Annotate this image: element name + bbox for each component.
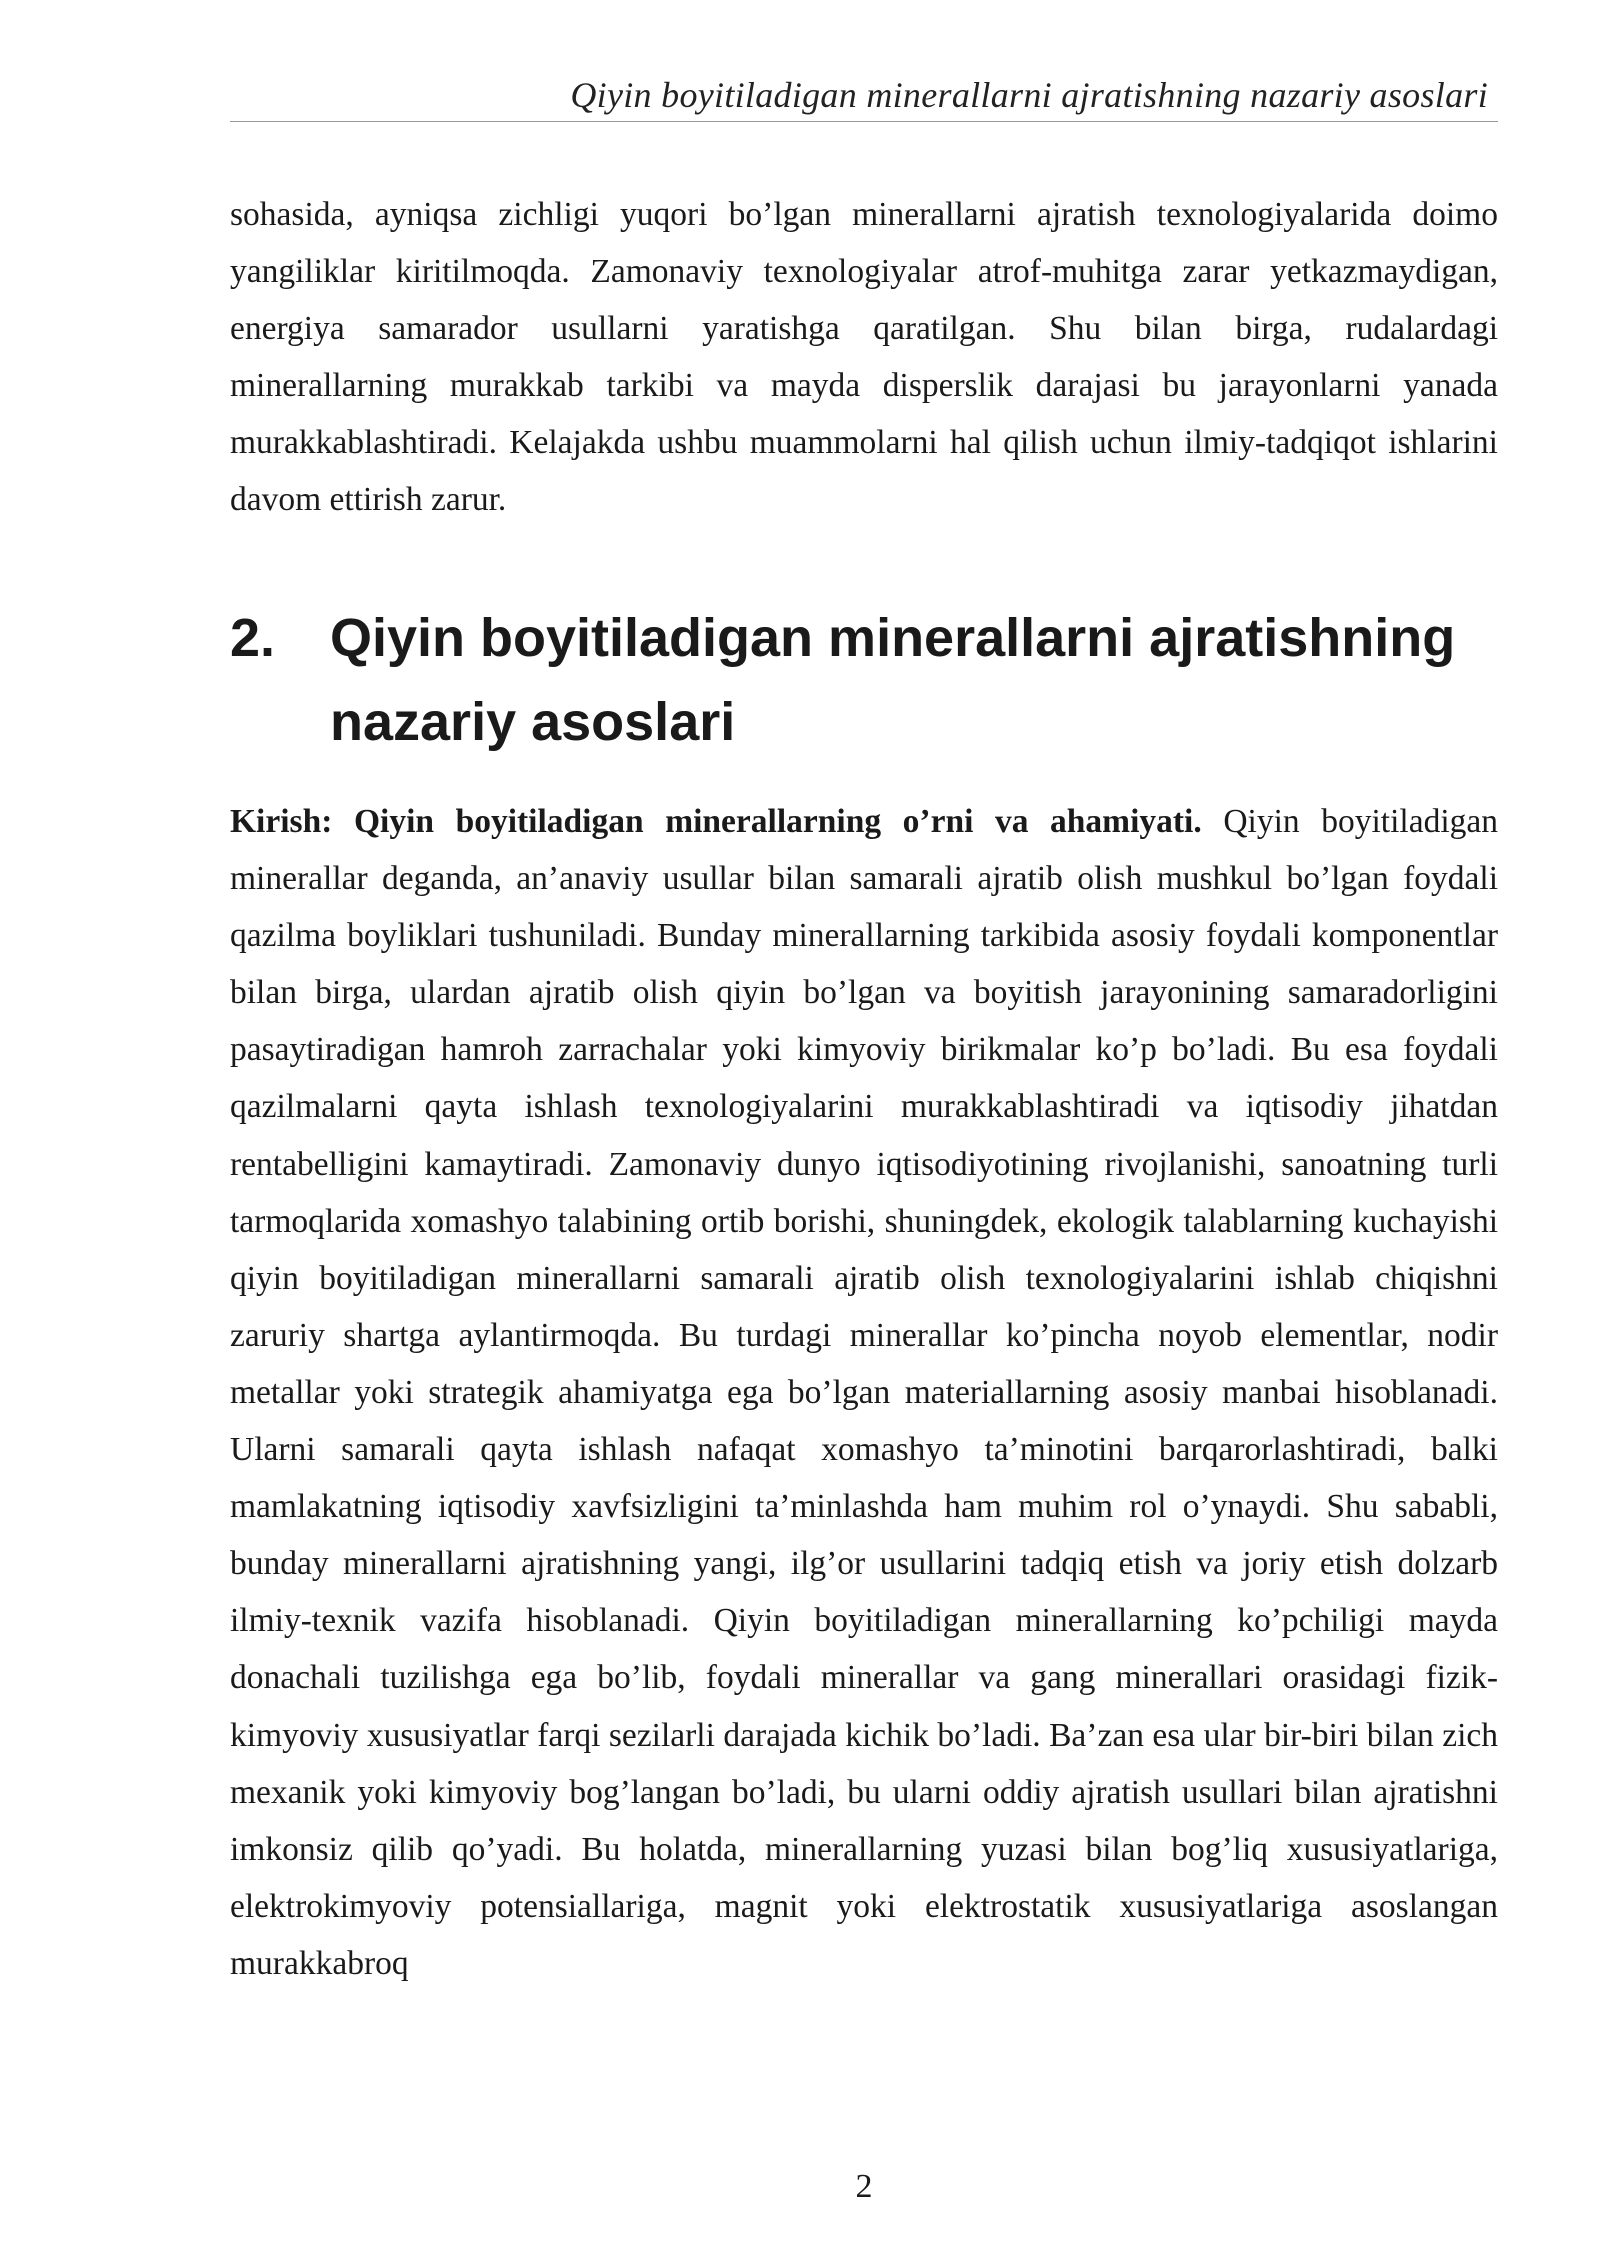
section-title: Qiyin boyitiladigan minerallarni ajratishning nazariy asoslari xyxy=(330,608,1456,752)
introduction-paragraph xyxy=(230,793,1498,1992)
body-paragraph: sohasida, ayniqsa zichligi yuqori bo’lgan minerallarni ajratish texnologiyalarida doimo yangiliklar kiritilmoqda. Zamonaviy texnologiyalar atrof-muhitga zarar yetkazmaydigan, energiya samarador usullarni yaratishga qaratilgan. Shu bilan birga, rudalardagi minerallarning murakkab tarkibi va mayda disperslik darajasi bu jarayonlarni yanada murakkablashtiradi. Kelajakda ushbu muammolarni hal qilish uchun ilmiy-tadqiqot ishlarini davom ettirish zarur. xyxy=(230,196,1498,519)
paragraph-body: Qiyin boyitiladigan minerallar deganda, an’anaviy usullar bilan samarali ajratib olish mushkul bo’lgan foydali qazilma boyliklari tushuniladi. Bunday minerallarning tarkibida asosiy foydali komponentlar bilan birga, ulardan ajratib olish qiyin bo’lgan va boyitish jarayonining samaradorligini pasaytiradigan hamroh zarrachalar yoki kimyoviy birikmalar ko’p bo’ladi. Bu esa foydali qazilmalarni qayta ishlash texnologiyalarini murakkablashtiradi va iqtisodiy jihatdan rentabelligini kamaytiradi. Zamonaviy dunyo iqtisodiyotining rivojlanishi, sanoatning turli tarmoqlarida xomashyo talabining ortib borishi, shuningdek, ekologik talablarning kuchayishi qiyin boyitiladigan minerallarni samarali ajratib olish texnologiyalarini ishlab chiqishni zaruriy shartga aylantirmoqda. Bu turdagi minerallar ko’pincha noyob elementlar, nodir metallar yoki strategik ahamiyatga ega bo’lgan materiallarning asosiy manbai hisoblanadi. Ularni samarali qayta ishlash nafaqat xomashyo ta’minotini barqarorlashtiradi, balki mamlakatning iqtisodiy xavfsizligini ta’minlashda ham muhim rol o’ynaydi. Shu sababli, bunday minerallarni ajratishning yangi, ilg’or usullarini tadqiq etish va joriy etish dolzarb ilmiy-texnik vazifa hisoblanadi. Qiyin boyitiladigan minerallarning ko’pchiligi mayda donachali tuzilishga ega bo’lib, foydali minerallar va gang minerallari orasidagi fizik-kimyoviy xususiyatlar farqi sezilarli darajada kichik bo’ladi. Ba’zan esa ular bir-biri bilan zich mexanik yoki kimyoviy bog’langan bo’ladi, bu ularni oddiy ajratish usullari bilan ajratishni imkonsiz qilib qo’yadi. Bu holatda, minerallarning yuzasi bilan bog’liq xususiyatlariga, elektrokimyoviy potensiallariga, magnit yoki elektrostatik xususiyatlariga asoslangan murakkabroq xyxy=(230,803,1498,1982)
running-header xyxy=(230,70,1498,122)
document-page xyxy=(230,0,1498,2262)
running-header-title: Qiyin boyitiladigan minerallarni ajratishning nazariy asoslari xyxy=(570,75,1488,115)
paragraph-lead-in: Kirish: Qiyin boyitiladigan minerallarning o’rni va ahamiyati. xyxy=(230,803,1202,840)
section-number: 2. xyxy=(230,608,276,668)
page-number: 2 xyxy=(855,2168,873,2205)
section-heading xyxy=(230,596,1498,764)
